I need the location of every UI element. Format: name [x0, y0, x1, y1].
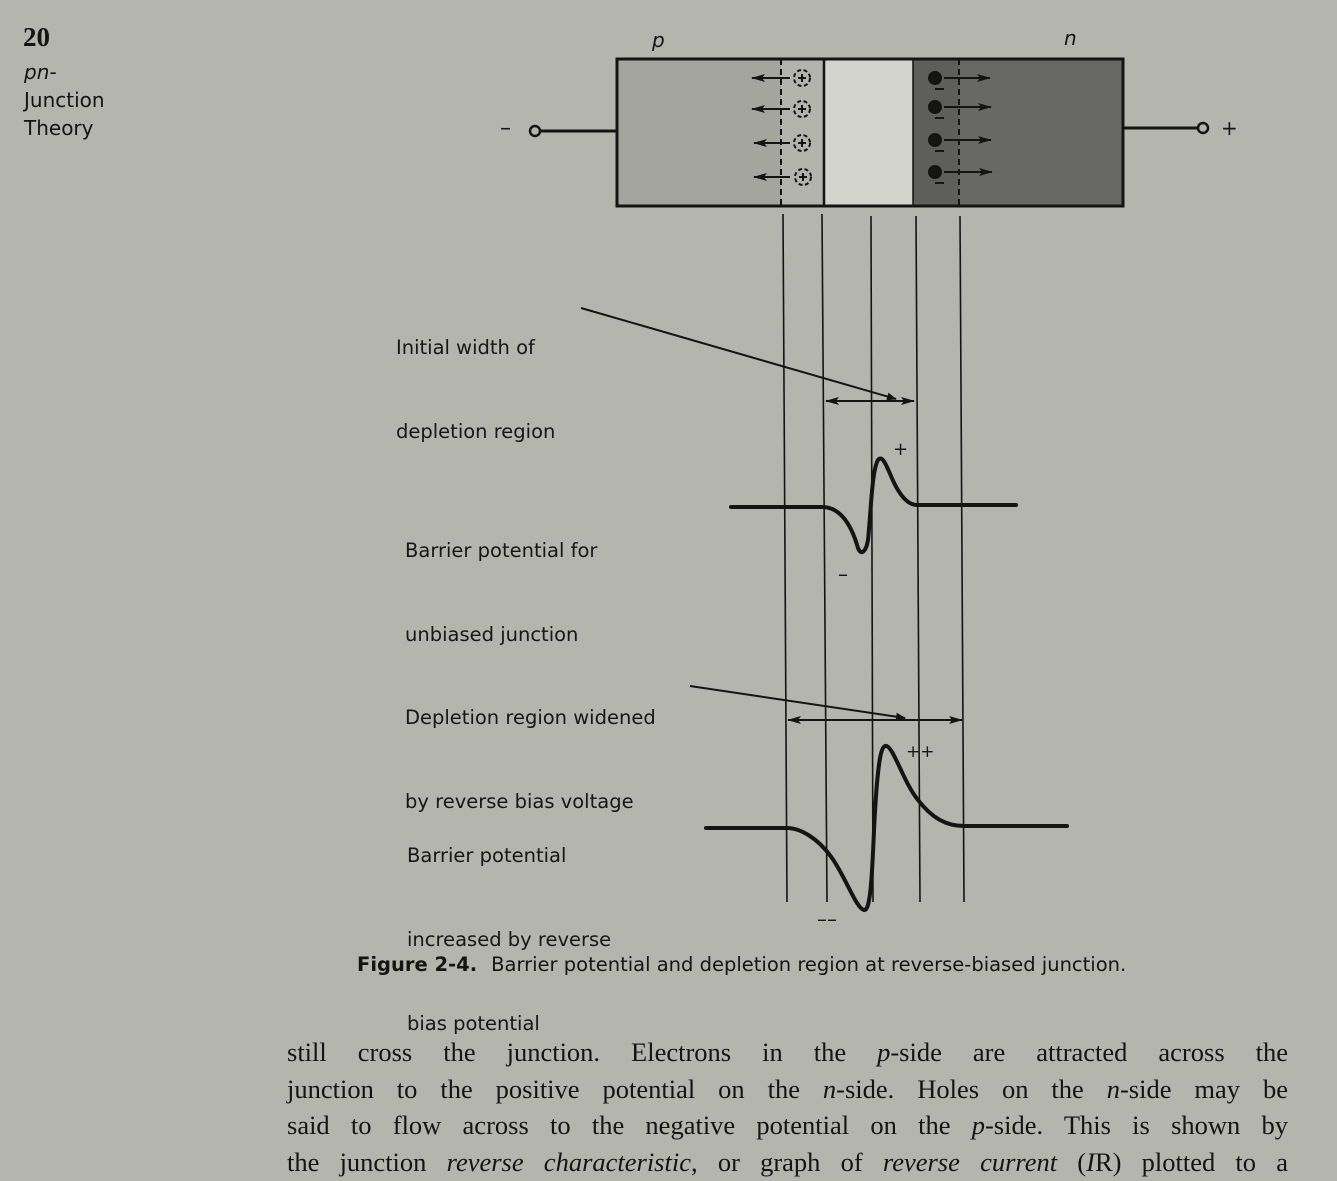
negative-terminal: [530, 126, 617, 136]
body-text-line: junction to the positive potential on the n-side. Holes on the n-side may be: [287, 1073, 1288, 1104]
guide-lines: [783, 214, 964, 902]
body-text-line: said to flow across to the negative potential on the p-side. This is shown by: [287, 1110, 1288, 1141]
junction-block: [617, 59, 1123, 206]
positive-terminal: [1123, 123, 1208, 133]
figure-caption-text: Barrier potential and depletion region at reverse-biased junction.: [491, 953, 1127, 976]
initial-width-indicator: [581, 308, 914, 401]
increased-plus-sign: ++: [906, 742, 935, 762]
increased-potential-curve: [706, 746, 1067, 910]
initial-width-label: Initial width of depletion region: [396, 336, 556, 443]
unbiased-plus-sign: +: [893, 439, 909, 460]
body-text-line: still cross the junction. Electrons in the p-side are attracted across the: [287, 1037, 1289, 1067]
negative-terminal-sign: –: [500, 116, 511, 141]
n-region-label: n: [1064, 26, 1077, 50]
body-paragraph: [287, 1034, 1288, 1181]
body-text-line: the junction reverse characteristic, or graph of reverse current (IR) plotted to a: [287, 1147, 1288, 1178]
increased-minus-sign: ––: [817, 907, 837, 931]
unbiased-label: Barrier potential for unbiased junction: [405, 539, 598, 646]
figure-number: Figure 2-4.: [357, 953, 478, 976]
unbiased-minus-sign: –: [838, 562, 848, 586]
increased-label: Barrier potential increased by reverse bias potential: [407, 844, 612, 1035]
running-head-line: Theory: [24, 116, 94, 140]
positive-terminal-sign: +: [1221, 116, 1238, 140]
page-number: 20: [23, 22, 50, 52]
figure-caption: [357, 953, 1126, 976]
n-region: [959, 59, 1123, 206]
widened-label: Depletion region widened by reverse bias voltage: [405, 706, 656, 813]
unbiased-potential-curve: [731, 458, 1016, 552]
p-region-label: p: [652, 28, 665, 52]
running-head-line: pn-: [24, 60, 57, 84]
junction-gap: [824, 59, 913, 206]
running-head-line: Junction: [24, 88, 105, 112]
p-region: [617, 59, 781, 206]
